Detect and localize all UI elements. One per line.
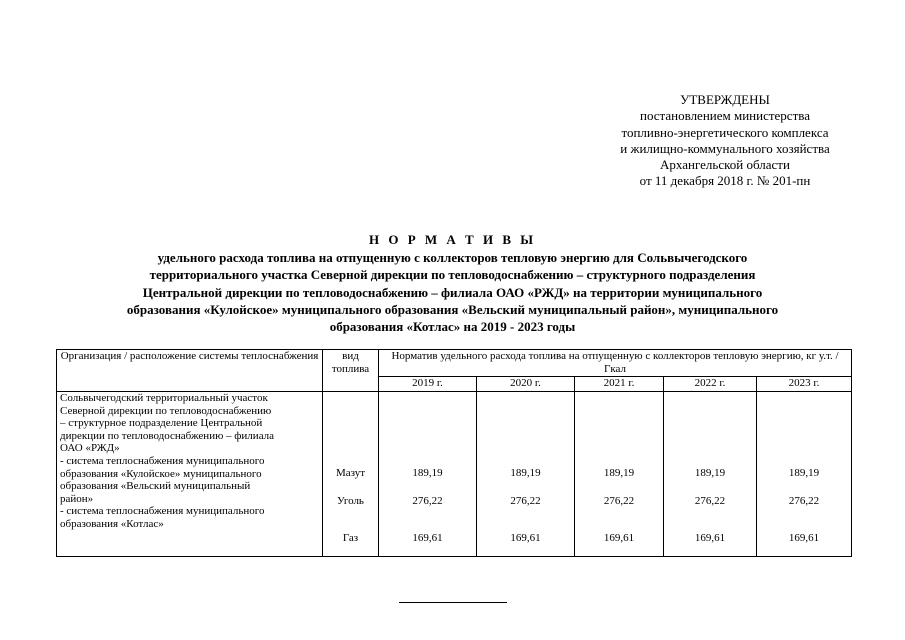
heading-line: территориального участка Северной дирекции по тепловодоснабжению – структурного подразделения xyxy=(149,267,756,283)
value-cell xyxy=(664,392,757,557)
norm-value: 189,19 xyxy=(412,467,443,479)
norm-value: 276,22 xyxy=(694,495,726,507)
approval-line: и жилищно-коммунального хозяйства xyxy=(620,140,830,156)
norm-value: 169,61 xyxy=(603,532,635,544)
approval-block xyxy=(560,92,890,190)
document-title: Н О Р М А Т И В Ы xyxy=(368,232,537,247)
table-header-row xyxy=(57,350,852,377)
fuel-type: Уголь xyxy=(337,495,364,507)
org-line: образования «Кулойское» муниципального xyxy=(60,467,262,480)
org-line: ОАО «РЖД» xyxy=(60,442,120,455)
approval-line: постановлением министерства xyxy=(639,108,810,124)
fuel-type: Газ xyxy=(342,532,359,544)
org-line: - система теплоснабжения муниципального xyxy=(60,454,265,467)
approval-line: топливно-энергетического комплекса xyxy=(621,124,829,140)
org-line: – структурное подразделение Центральной xyxy=(60,417,263,430)
heading-line: Центральной дирекции по тепловодоснабжению – филиала ОАО «РЖД» на территории муниципального xyxy=(142,284,763,300)
org-line: дирекции по тепловодоснабжению – филиала xyxy=(60,429,275,442)
norms-table xyxy=(56,349,852,557)
approval-line: УТВЕРЖДЕНЫ xyxy=(680,92,770,107)
org-line: район» xyxy=(60,492,94,505)
heading-line: образования «Кулойское» муниципального образования «Вельский муниципальный район», муниципального xyxy=(126,301,779,317)
header-year: 2021 г. xyxy=(575,377,664,392)
norm-value: 276,22 xyxy=(788,495,820,507)
org-line: - система теплоснабжения муниципального xyxy=(60,505,265,518)
header-norm: Норматив удельного расхода топлива на отпущенную с коллекторов тепловую энергию, кг у.т. /Гкал xyxy=(379,350,852,377)
norm-value: 276,22 xyxy=(510,495,541,507)
heading-line: образования «Котлас» на 2019 - 2023 годы xyxy=(329,319,576,335)
header-fuel-type: вид топлива xyxy=(323,350,379,392)
approval-line: от 11 декабря 2018 г. № 201-пн xyxy=(639,173,811,189)
norm-value: 189,19 xyxy=(694,467,726,479)
fuel-type: Мазут xyxy=(335,467,366,479)
norm-value: 169,61 xyxy=(412,532,443,544)
footer-rule xyxy=(399,602,507,603)
approval-line: Архангельской области xyxy=(660,157,790,173)
norm-value: 276,22 xyxy=(603,495,635,507)
heading-line: удельного расхода топлива на отпущенную с коллекторов тепловую энергию для Сольвычегодского xyxy=(157,250,748,266)
header-year: 2023 г. xyxy=(757,377,852,392)
header-organization: Организация / расположение системы теплоснабжения xyxy=(57,350,323,392)
value-cell xyxy=(757,392,852,557)
norm-value: 189,19 xyxy=(603,467,635,479)
value-cell xyxy=(575,392,664,557)
norm-value: 276,22 xyxy=(412,495,443,507)
norm-value: 189,19 xyxy=(510,467,541,479)
organization-cell xyxy=(57,392,323,557)
org-line: образования «Котлас» xyxy=(60,517,164,530)
header-year: 2022 г. xyxy=(664,377,757,392)
norm-value: 189,19 xyxy=(788,467,820,479)
org-line: образования «Вельский муниципальный xyxy=(60,480,251,493)
document-heading xyxy=(60,231,845,335)
header-year: 2019 г. xyxy=(379,377,477,392)
table-row xyxy=(57,392,852,557)
org-line: Северной дирекции по тепловодоснабжению xyxy=(60,404,272,417)
header-year: 2020 г. xyxy=(477,377,575,392)
norm-value: 169,61 xyxy=(694,532,726,544)
value-cell xyxy=(379,392,477,557)
org-line: Сольвычегодский территориальный участок xyxy=(60,392,268,404)
norm-value: 169,61 xyxy=(788,532,820,544)
norm-value: 169,61 xyxy=(510,532,541,544)
value-cell xyxy=(477,392,575,557)
fuel-cell xyxy=(323,392,379,557)
